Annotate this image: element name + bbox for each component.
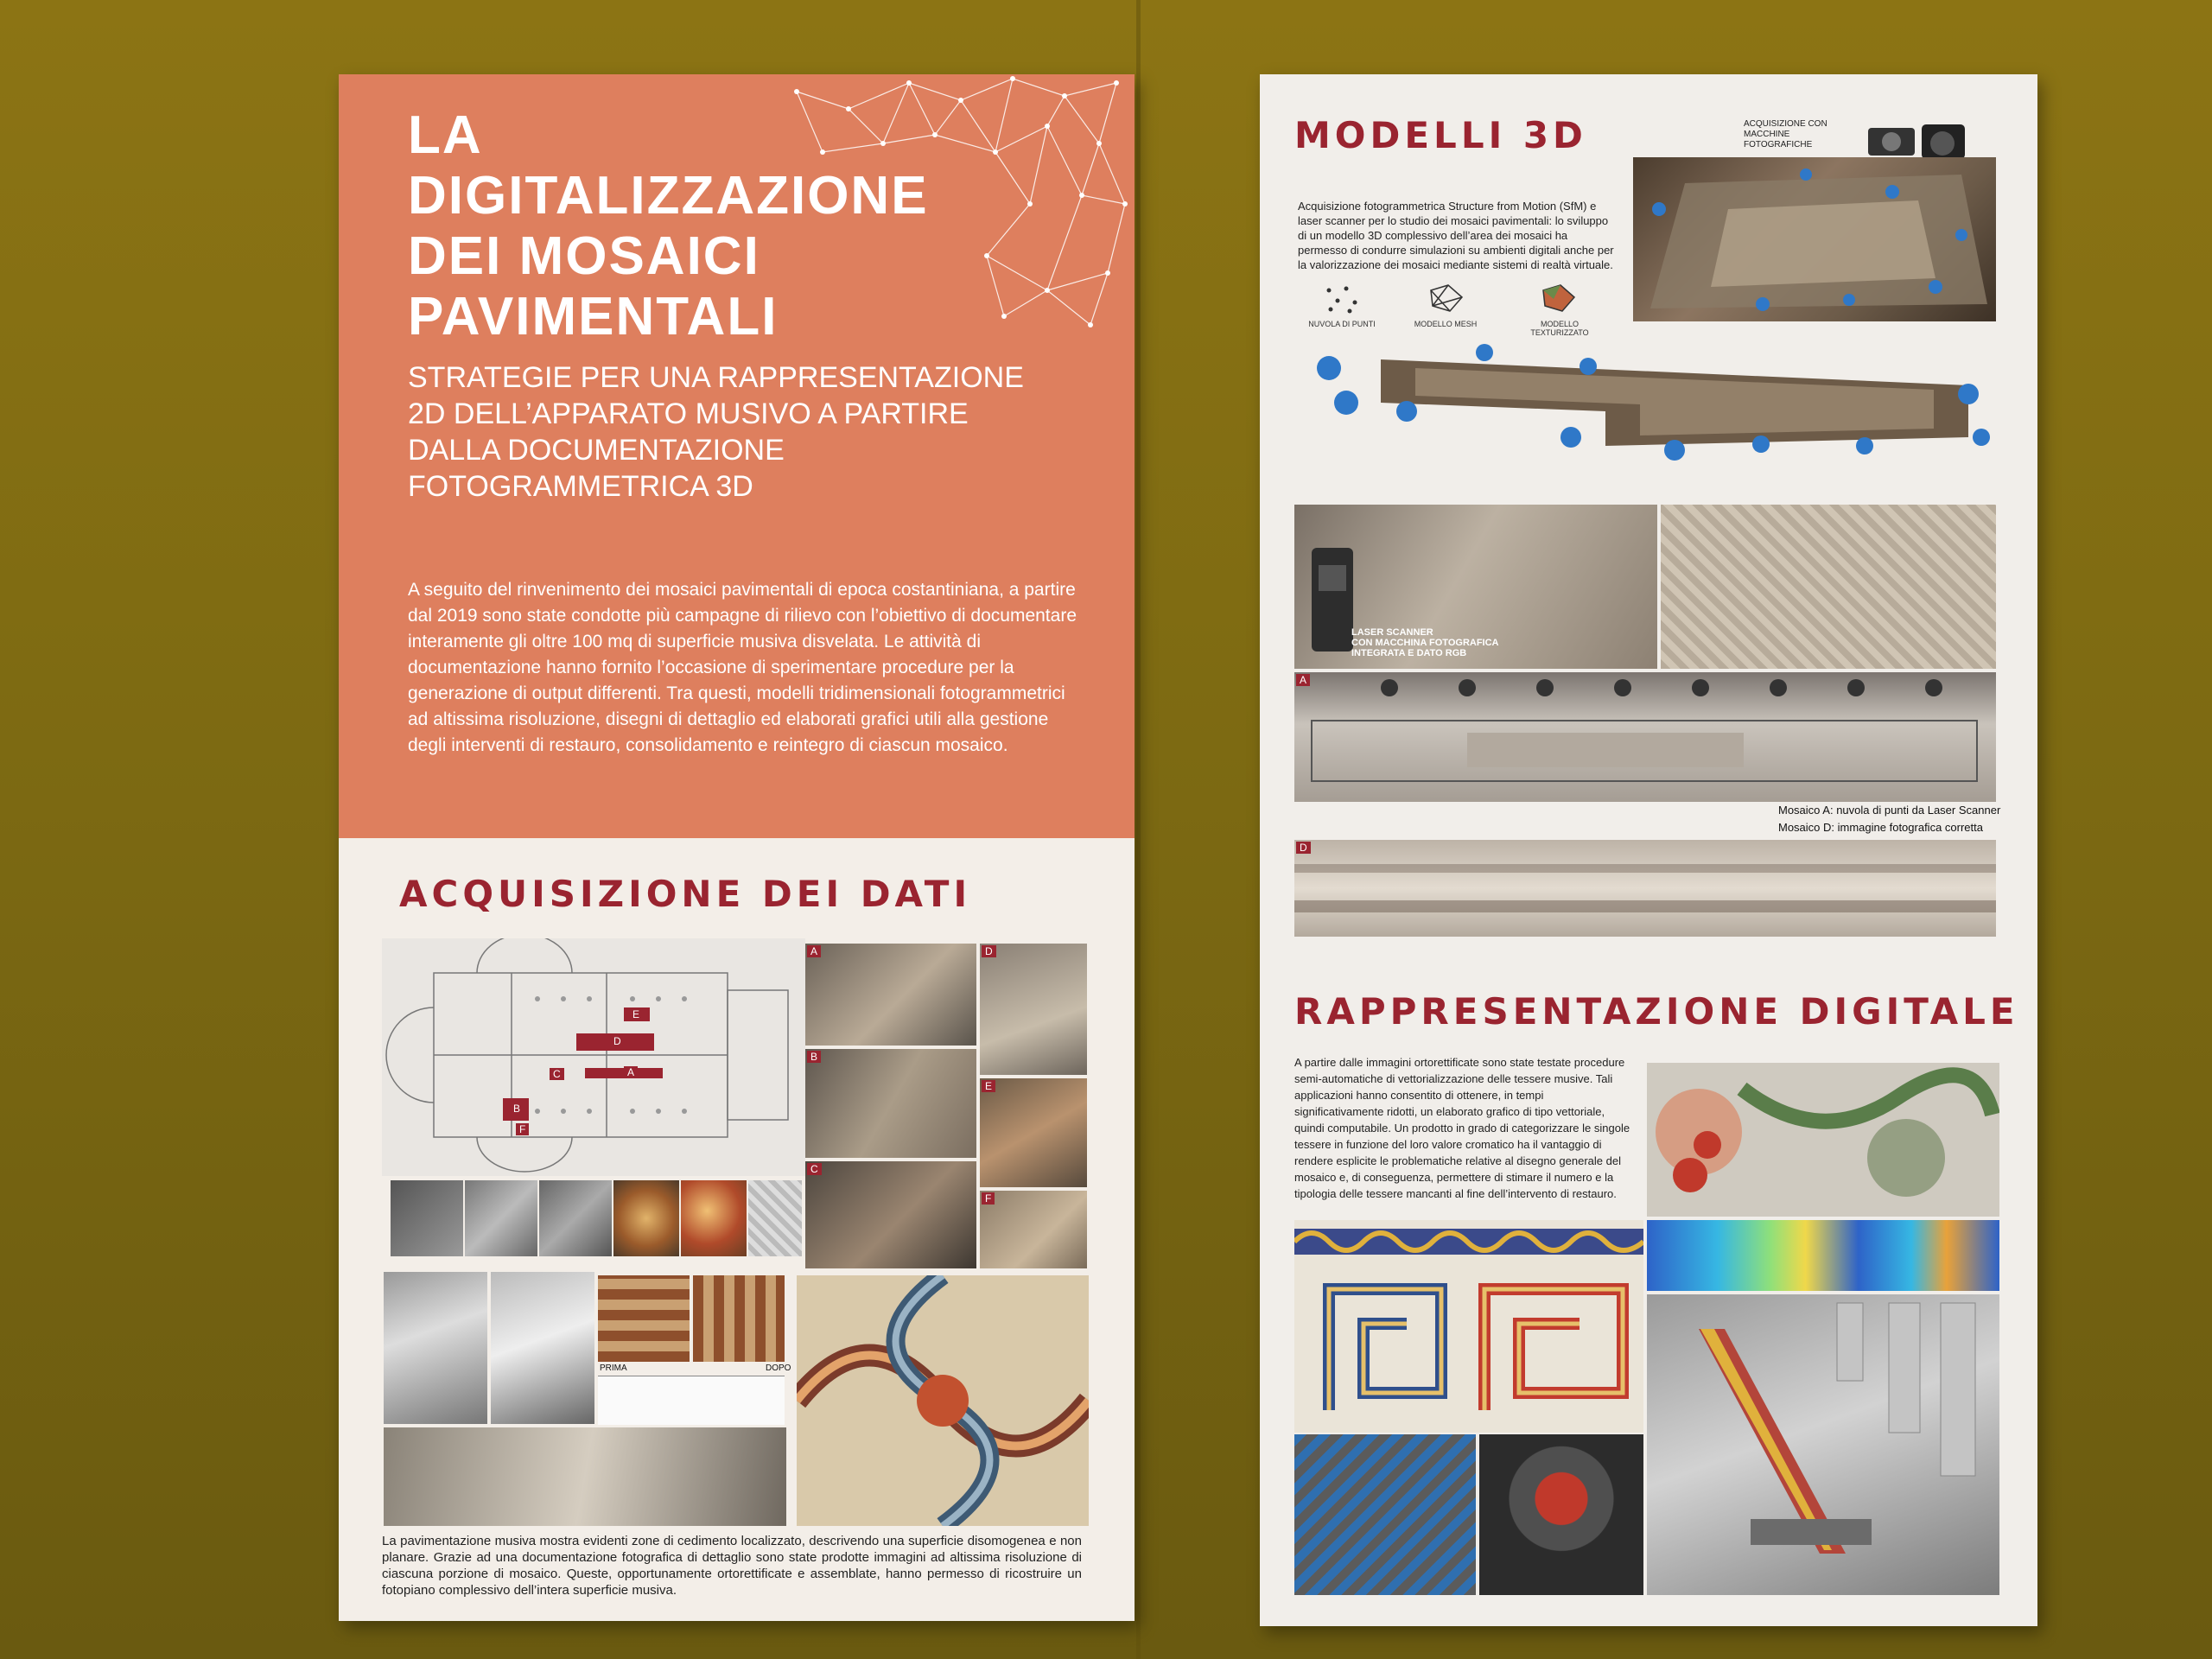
title-line: LA [408, 105, 483, 165]
thumb-photo [391, 1180, 463, 1256]
mosaic-a-caption: Mosaico A: nuvola di punti da Laser Scanner [1778, 804, 2001, 817]
virtual-reconstruction [1647, 1294, 1999, 1595]
vector-mosaic-floral [1647, 1063, 1999, 1217]
photo-site-f [980, 1191, 1087, 1268]
thumb-photo [465, 1180, 537, 1256]
3d-tesserae-red [1479, 1434, 1643, 1595]
icon-label: MODELLO MESH [1414, 320, 1478, 328]
photo-tag: A [807, 945, 821, 957]
section-title-acquisition: ACQUISIZIONE DEI DATI [399, 873, 972, 915]
wall-seam [1136, 0, 1141, 1659]
title-line: DEI MOSAICI [408, 226, 760, 286]
icon-label: MODELLO TEXTURIZZATO [1530, 320, 1589, 337]
textured-model-icon [1536, 282, 1580, 315]
photo-worker [384, 1272, 487, 1424]
title-line: PAVIMENTALI [408, 287, 779, 346]
heatmap-mosaic [1647, 1220, 1999, 1291]
photo-site-b [805, 1049, 976, 1158]
vector-mosaic-meander [1294, 1220, 1643, 1433]
plan-tag: B [510, 1103, 524, 1115]
laser-label [1351, 627, 1499, 658]
before-label: PRIMA [600, 1363, 627, 1373]
photo-tag: E [982, 1080, 995, 1092]
thumb-mosaic [613, 1180, 679, 1256]
caption-paragraph: La pavimentazione musiva mostra evidenti zone di cedimento localizzato, descrivendo una superficie disomogenea e non planare. Grazie ad una documentazione fotografica di dettaglio sono state prodotte immagini ad altissima risoluzione di ciascuna porzione di mosaico. Queste, opportunamente ortorettificate e assemblate, hanno permesso di ricostruire un fotopiano complessivo dell’intera superficie musiva. [382, 1534, 1082, 1598]
after-label: DOPO [766, 1363, 791, 1373]
photo-tag: B [807, 1051, 821, 1063]
mosaic-closeup-photo [1661, 505, 1996, 669]
title-line: DIGITALIZZAZIONE [408, 166, 929, 226]
site-plan [382, 938, 805, 1176]
thumb-mosaic [681, 1180, 747, 1256]
mosaic-after [693, 1275, 785, 1362]
left-poster [339, 74, 1135, 1621]
right-poster [1260, 74, 2037, 1626]
section-title-models: MODELLI 3D [1294, 114, 1587, 156]
plan-tag: D [610, 1035, 625, 1047]
subtitle-line: STRATEGIE PER UNA RAPPRESENTAZIONE [408, 361, 1024, 394]
title-banner [339, 74, 1135, 838]
poster-subtitle [408, 359, 1065, 505]
photo-site-c [805, 1161, 976, 1268]
subtitle-line: DALLA DOCUMENTAZIONE [408, 434, 785, 467]
before-after-grid [598, 1376, 785, 1425]
mosaic-d-caption: Mosaico D: immagine fotografica corretta [1778, 821, 1983, 834]
photo-mosaic-d [1294, 840, 1996, 937]
sfm-paragraph: Acquisizione fotogrammetrica Structure from Motion (SfM) e laser scanner per lo studio dei mosaici pavimentali: lo sviluppo di un modello 3D complessivo dell’area dei mosaici ha permesso di condurre simulazioni su ambienti digitali anche per la valorizzazione dei mosaici mediante sistemi di realtà virtuale. [1298, 200, 1614, 271]
plan-tag: A [624, 1066, 638, 1078]
mosaic-before [598, 1275, 690, 1362]
thumb-photo [539, 1180, 612, 1256]
plan-tag: C [550, 1068, 564, 1080]
laser-label-line: INTEGRATA E DATO RGB [1351, 648, 1467, 658]
icon-label: NUVOLA DI PUNTI [1308, 320, 1376, 328]
photo-site-a [805, 944, 976, 1046]
3d-tesserae-blue [1294, 1434, 1476, 1595]
3d-model-excavation [1633, 157, 1996, 321]
thumb-mosaic [748, 1180, 802, 1256]
digital-paragraph: A partire dalle immagini ortorettificate sono state testate procedure semi-automatiche di vettorializzazione delle tessere musive. Tali applicazioni hanno consentito di ottenere, in tempi significativamente ridotti, un elaborato grafico di tipo vettoriale, quindi computabile. Un prodotto in grado di categorizzare le singole tessere in funzione del loro valore cromatico ha il vantaggio di rendere esplicite le problematiche relative al disegno generale del mosaico e, di conseguenza, permettere di stimare il numero e la tipologia delle tessere mancanti al fine dell’intervento di restauro. [1294, 1056, 1630, 1200]
photo-tag: F [982, 1192, 995, 1205]
intro-paragraph: A seguito del rinvenimento dei mosaici pavimentali di epoca costantiniana, a partire dal 2019 sono state condotte più campagne di rilievo con l’obiettivo di documentare interamente gli oltre 100 mq di superficie musiva disvelata. Le attività di documentazione hanno fornito l’occasione di sperimentare procedure per la generazione di output differenti. Tra questi, modelli tridimensionali fotogrammetrici ad altissima risoluzione, disegni di dettaglio ed elaborati grafici utili alla gestione degli interventi di restauro, consolidamento e reintegro di ciascun mosaico. [408, 580, 1077, 755]
poster-title [408, 105, 1013, 347]
mosaic-tag: D [1296, 842, 1311, 854]
photo-worker [491, 1272, 594, 1424]
point-cloud-icon [1320, 283, 1363, 315]
laser-label-line: LASER SCANNER [1351, 627, 1433, 638]
subtitle-line: 2D DELL’APPARATO MUSIVO A PARTIRE [408, 397, 969, 430]
3d-model-strip [1312, 342, 1994, 472]
laser-label-line: CON MACCHINA FOTOGRAFICA [1351, 638, 1499, 648]
photo-site-d [980, 944, 1087, 1075]
point-cloud-mosaic-a [1294, 672, 1996, 802]
mosaic-tag: A [1296, 674, 1310, 686]
photo-tag: C [807, 1163, 822, 1175]
mesh-icon [1424, 282, 1467, 315]
section-title-digital: RAPPRESENTAZIONE DIGITALE [1294, 990, 2019, 1033]
plan-tag: E [629, 1008, 643, 1020]
plan-tag: F [516, 1123, 529, 1135]
camera-label: ACQUISIZIONE CON MACCHINE FOTOGRAFICHE [1744, 119, 1827, 149]
photo-floor-panorama [384, 1427, 786, 1526]
mosaic-detail [797, 1275, 1089, 1526]
photo-tag: D [982, 945, 996, 957]
subtitle-line: FOTOGRAMMETRICA 3D [408, 470, 753, 503]
photo-site-e [980, 1078, 1087, 1187]
